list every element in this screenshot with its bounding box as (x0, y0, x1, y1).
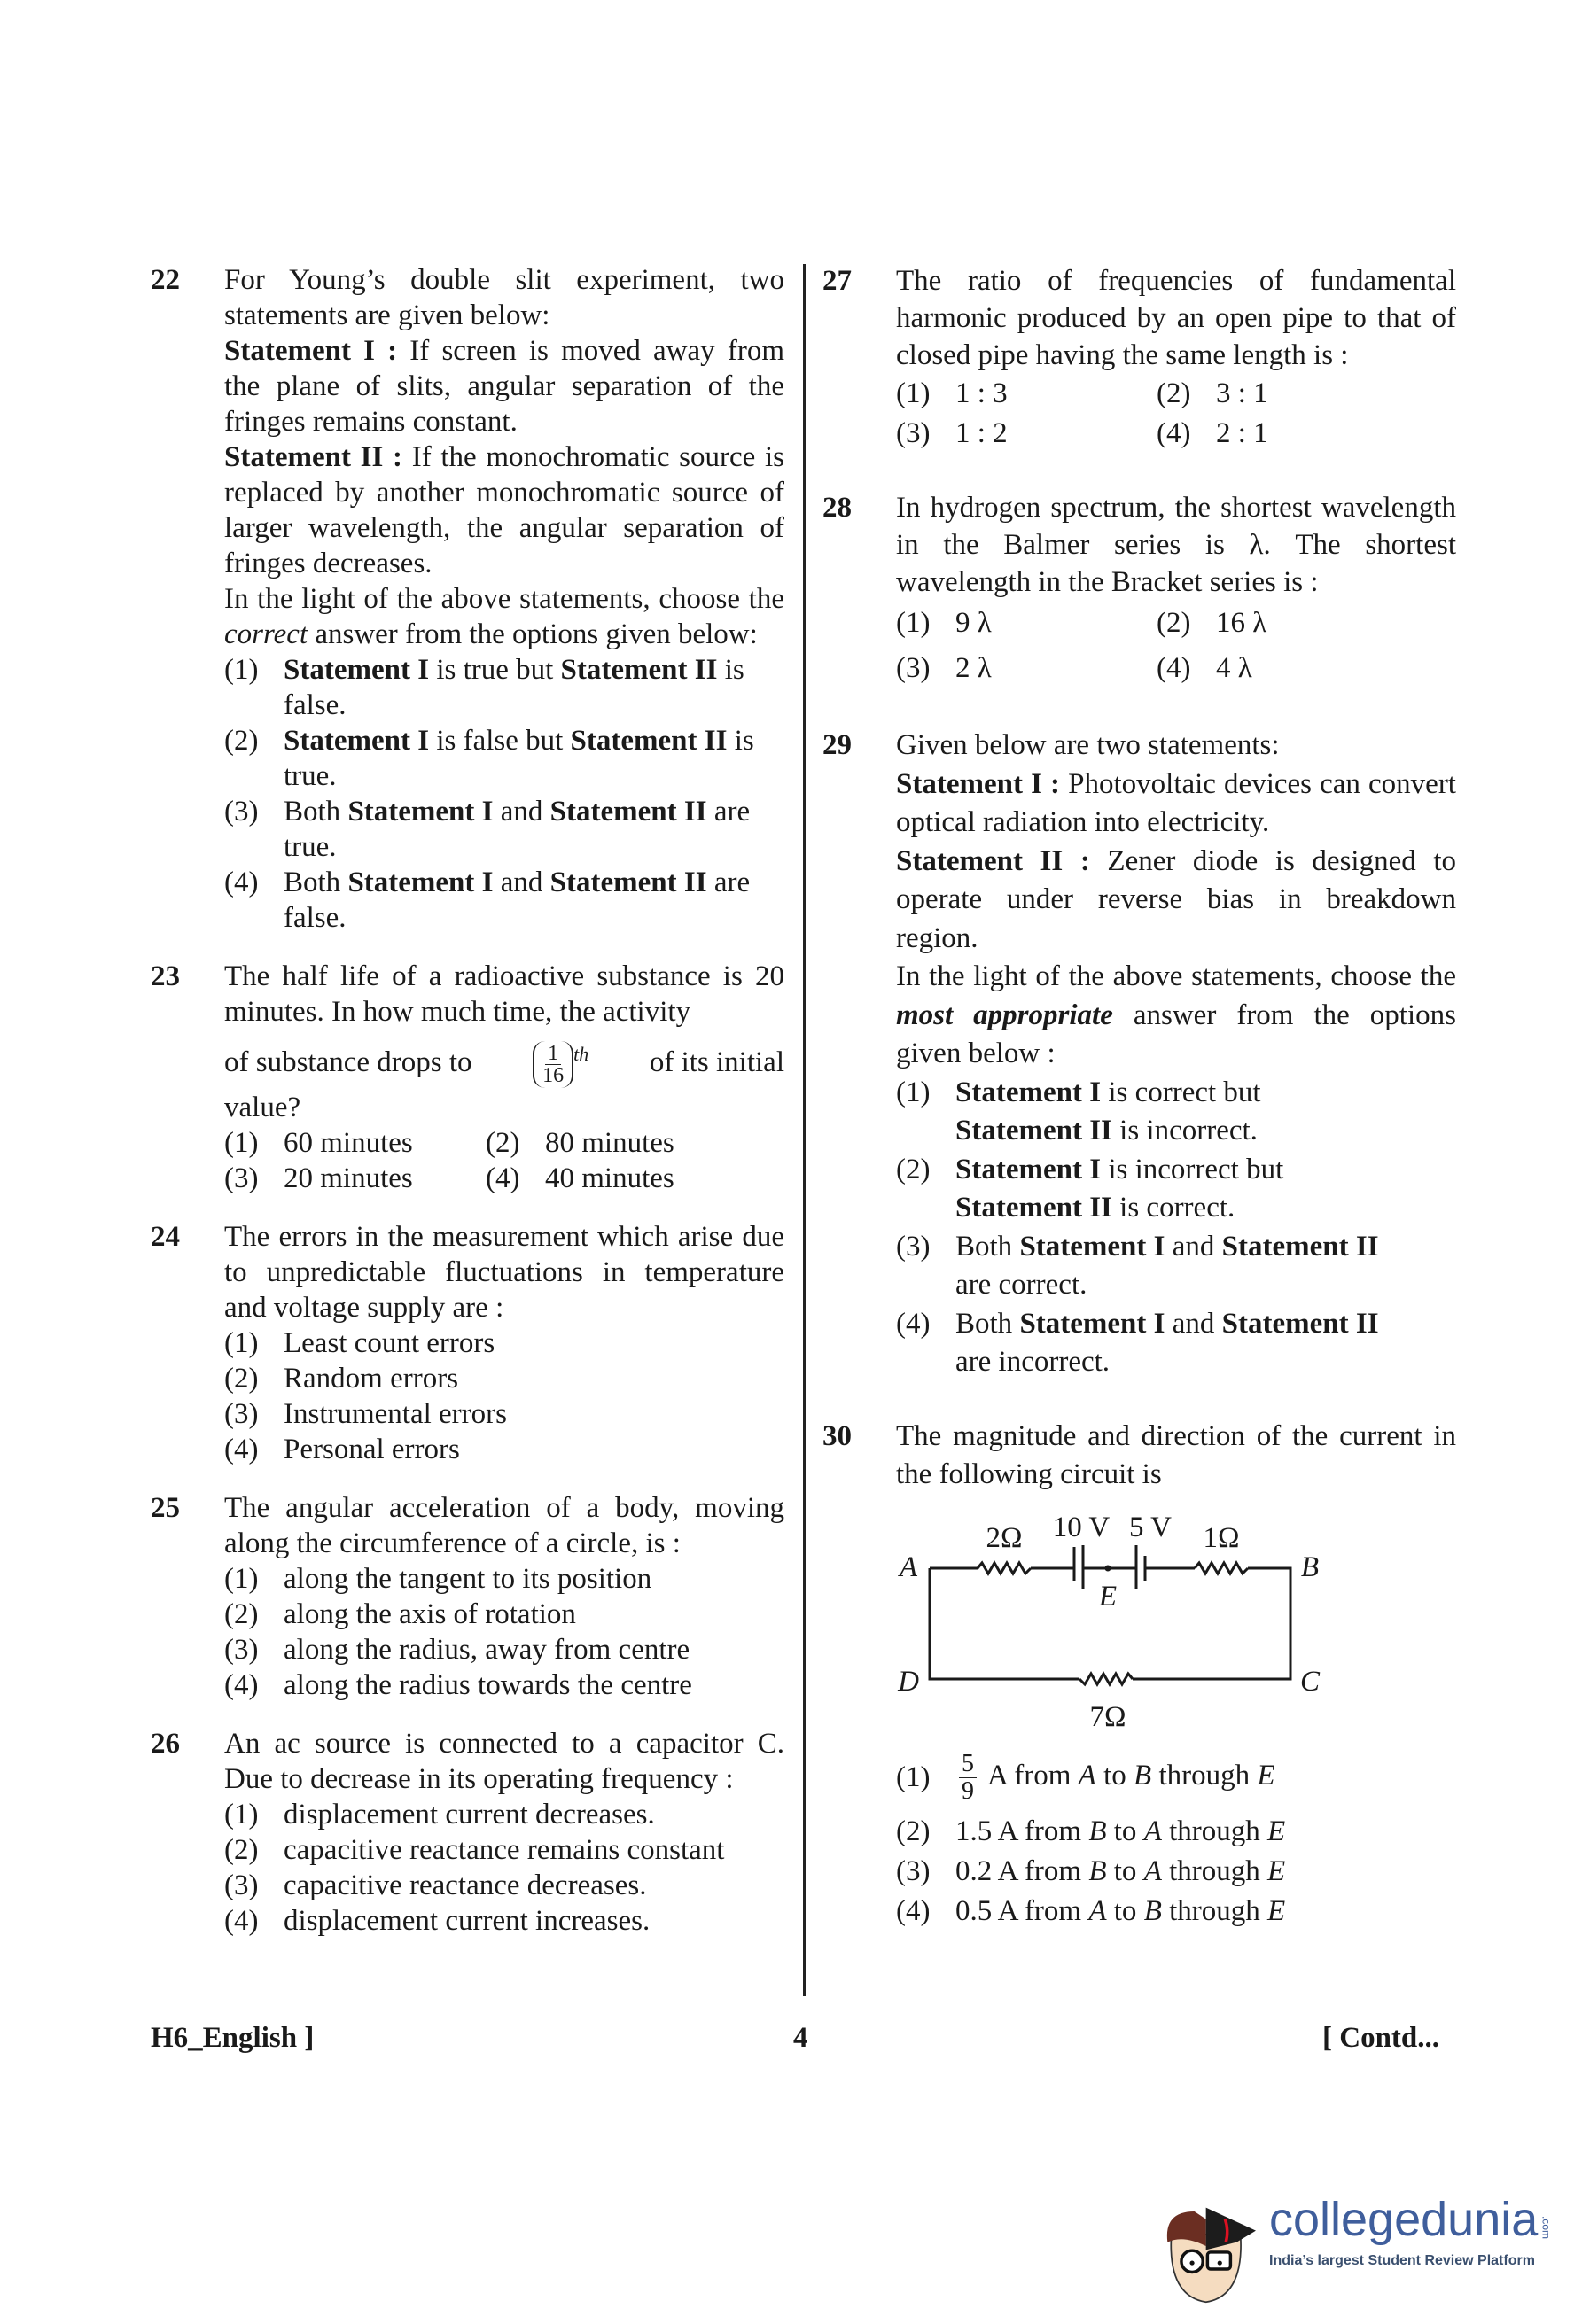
option[interactable] (896, 1305, 1456, 1382)
option-number: (3) (896, 417, 931, 449)
text-segment: through (1161, 1854, 1268, 1887)
question-text: The errors in the measurement which arise due to unpredictable fluctuations in temperature and voltage supply are : (224, 1220, 784, 1324)
option-text: 80 minutes (545, 1126, 674, 1159)
column-divider (803, 264, 806, 1996)
text-segment: 1.5 A from (955, 1815, 1089, 1847)
option-text (284, 652, 784, 723)
text-segment: 0.5 A from (955, 1894, 1089, 1927)
emphasis-text: E (1257, 1759, 1275, 1792)
question-24 (151, 1219, 784, 1467)
option[interactable] (896, 1228, 1456, 1305)
options-row (896, 374, 1456, 414)
mascot-icon (1152, 2180, 1267, 2312)
option-text: 3 : 1 (1216, 377, 1268, 409)
label-e: E (1098, 1580, 1118, 1613)
wire-left (930, 1568, 1079, 1679)
question-number: 28 (822, 492, 852, 524)
option-text (955, 1852, 1456, 1892)
resistor-7-ohm (1079, 1674, 1133, 1684)
option-number: (1) (224, 654, 259, 686)
option-text: 20 minutes (284, 1162, 413, 1194)
fraction-denominator: 16 (542, 1063, 565, 1087)
text-segment: Zener diode is designed to operate under reverse bias in breakdown region. (896, 844, 1456, 954)
option-text: along the radius towards the centre (284, 1668, 692, 1701)
option[interactable] (896, 1074, 1456, 1151)
text-segment: are true. (284, 796, 751, 863)
option-line (955, 1343, 1456, 1382)
option-number: (1) (224, 1562, 259, 1595)
right-column (822, 262, 1456, 1931)
emphasis-text: Statement I (347, 796, 494, 828)
option[interactable] (224, 794, 784, 865)
question-number: 29 (822, 729, 852, 761)
label-a: A (899, 1551, 918, 1583)
options-row (224, 1125, 784, 1161)
emphasis-text: Statement II : (224, 441, 412, 473)
left-column (151, 262, 784, 1939)
text-segment: Photovoltaic devices can convert optical radiation into electricity. (896, 767, 1456, 838)
option-number: (2) (486, 1126, 520, 1159)
option-number: (4) (486, 1162, 520, 1194)
question-number: 25 (151, 1491, 180, 1524)
statement-2 (896, 843, 1456, 959)
text-segment: is false. (284, 654, 744, 721)
option-number: (4) (1157, 652, 1191, 684)
emphasis-text: B (1134, 1759, 1152, 1792)
text-segment: 0.2 A from (955, 1854, 1089, 1887)
text-segment: Both (955, 1230, 1020, 1263)
emphasis-text: Statement II (549, 796, 707, 828)
option-text: along the tangent to its position (284, 1562, 652, 1595)
question-text: The magnitude and direction of the current in the following circuit is (896, 1419, 1456, 1490)
options-row (896, 646, 1456, 691)
text-segment: to (1106, 1815, 1144, 1847)
option-number: (2) (896, 1815, 931, 1847)
option[interactable] (224, 723, 784, 794)
text-segment: to (1095, 1759, 1134, 1792)
option-line (955, 1189, 1456, 1228)
question-text: The half life of a radioactive substance is 20 minutes. In how much time, the activity (224, 960, 784, 1028)
text-segment: In the light of the above statements, choose the (896, 960, 1456, 992)
options-row (224, 1161, 784, 1196)
text-segment: is correct. (1111, 1192, 1235, 1224)
option-number: (4) (224, 1904, 259, 1937)
option-line (955, 1266, 1456, 1305)
option-line (955, 1228, 1456, 1267)
option-text: along the radius, away from centre (284, 1633, 690, 1666)
question-text: value? (224, 1091, 301, 1123)
emphasis-text: Statement I (347, 867, 494, 898)
question-29 (822, 727, 1456, 1382)
text-segment: In the light of the above statements, choose the (224, 583, 784, 615)
text-segment: Both (284, 796, 348, 828)
options (896, 1074, 1456, 1382)
option[interactable] (896, 374, 1157, 414)
option-text (955, 1151, 1456, 1228)
options (224, 1325, 784, 1467)
emphasis-text: most appropriate (896, 999, 1113, 1031)
statement-1 (896, 766, 1456, 843)
question-26 (151, 1726, 784, 1939)
label-r1: 2Ω (986, 1521, 1023, 1554)
option-number: (4) (896, 1894, 931, 1927)
options-row (896, 601, 1456, 646)
text-segment: and (1165, 1230, 1222, 1263)
option-number: (3) (896, 652, 931, 684)
option-number: (1) (896, 377, 931, 409)
emphasis-text: Statement I (955, 1076, 1102, 1108)
option[interactable] (486, 1161, 674, 1196)
option-text: displacement current increases. (284, 1904, 651, 1937)
option[interactable] (896, 601, 1157, 646)
option-number: (1) (896, 1076, 931, 1108)
option-number: (2) (224, 1362, 259, 1395)
text-segment: If screen is moved away from the plane of slits, angular separation of the fringes remains constant. (224, 335, 784, 438)
question-30 (822, 1418, 1456, 1931)
option-number: (4) (224, 867, 259, 898)
text-segment: Both (284, 867, 348, 898)
question-text: Given below are two statements: (896, 729, 1280, 761)
emphasis-text: B (1088, 1815, 1107, 1847)
option-number: (4) (224, 1433, 259, 1465)
question-text: The angular acceleration of a body, moving along the circumference of a circle, is : (224, 1491, 784, 1559)
emphasis-text: correct (224, 618, 308, 650)
wire-right (1133, 1568, 1290, 1679)
text-segment: are false. (284, 867, 751, 934)
option[interactable] (224, 1361, 784, 1396)
superscript: th (573, 1043, 589, 1065)
option[interactable] (896, 1151, 1456, 1228)
option[interactable] (224, 1396, 784, 1432)
text-segment: and (1165, 1307, 1222, 1340)
emphasis-text: Statement I (284, 654, 430, 686)
option-number: (3) (224, 796, 259, 828)
options (896, 1812, 1456, 1931)
logo-tld: .com (1539, 2215, 1553, 2239)
option[interactable] (896, 414, 1157, 454)
option-number: (3) (224, 1869, 259, 1901)
emphasis-text: A (1088, 1894, 1107, 1927)
option-number: (2) (224, 725, 259, 757)
option-text: 9 λ (955, 607, 992, 639)
footer-code: H6_English ] (151, 2022, 315, 2054)
option[interactable] (224, 1125, 486, 1161)
option[interactable] (1157, 374, 1268, 414)
emphasis-text: Statement II (560, 654, 718, 686)
label-r3: 7Ω (1089, 1700, 1126, 1733)
label-v2: 5 V (1129, 1511, 1172, 1543)
statement-2 (224, 439, 784, 581)
option-number: (1) (224, 1798, 259, 1830)
resistor-2-ohm (978, 1563, 1031, 1574)
question-25 (151, 1490, 784, 1703)
text-segment: to (1106, 1894, 1144, 1927)
emphasis-text: Statement I (1019, 1307, 1165, 1340)
statement-1 (224, 333, 784, 439)
text-segment: answer from the options given below: (308, 618, 758, 650)
text-segment: Both (955, 1307, 1020, 1340)
emphasis-text: Statement II (570, 725, 728, 757)
option-text: 16 λ (1216, 607, 1267, 639)
options (224, 1561, 784, 1703)
option-number: (1) (224, 1126, 259, 1159)
emphasis-text: Statement II (549, 867, 707, 898)
options (224, 1797, 784, 1939)
option-text: 40 minutes (545, 1162, 674, 1194)
label-c: C (1299, 1665, 1321, 1698)
option-text: 2 λ (955, 652, 992, 684)
option-text (284, 723, 784, 794)
text-segment: through (1161, 1894, 1268, 1927)
option-text: capacitive reactance decreases. (284, 1869, 647, 1901)
option[interactable] (486, 1125, 674, 1161)
text-segment: answer from the options given below : (896, 999, 1456, 1069)
option[interactable] (224, 1632, 784, 1667)
emphasis-text: Statement II (1221, 1230, 1379, 1263)
option-text (955, 1074, 1456, 1151)
question-number: 22 (151, 264, 180, 296)
option[interactable] (224, 1161, 486, 1196)
option[interactable] (224, 1868, 784, 1903)
option[interactable] (224, 1432, 784, 1467)
emphasis-text: Statement II (955, 1115, 1112, 1146)
option-number: (1) (896, 607, 931, 639)
option-number: (2) (224, 1597, 259, 1630)
text-segment: are correct. (955, 1269, 1087, 1301)
option-number: (2) (1157, 607, 1191, 639)
option-number: (4) (896, 1307, 931, 1340)
option-line (955, 1151, 1456, 1190)
option-text: 1 : 3 (955, 377, 1008, 409)
fraction-numerator: 1 (545, 1043, 561, 1065)
junction-e (1105, 1565, 1111, 1571)
text-segment: is incorrect but (1101, 1153, 1284, 1185)
option-number: (2) (896, 1153, 931, 1185)
label-r2: 1Ω (1203, 1521, 1240, 1554)
emphasis-text: A (1078, 1759, 1096, 1792)
circuit-diagram (876, 1494, 1425, 1751)
question-number: 24 (151, 1220, 180, 1253)
text-segment: is true but (429, 654, 561, 686)
option-line (955, 1305, 1456, 1344)
text-segment: and (493, 867, 550, 898)
question-30-options (896, 1751, 1456, 1931)
option[interactable] (1157, 646, 1252, 691)
emphasis-text: B (1088, 1854, 1107, 1887)
option-text: 2 : 1 (1216, 417, 1268, 449)
resistor-1-ohm (1195, 1563, 1248, 1574)
option-number: (1) (896, 1760, 931, 1793)
label-d: D (898, 1665, 919, 1698)
question-text: of substance drops to (224, 1045, 472, 1078)
label-v1: 10 V (1052, 1511, 1111, 1543)
question-number: 27 (822, 265, 852, 297)
question-text: of its initial (649, 1045, 784, 1078)
option[interactable] (896, 1892, 1456, 1931)
options (224, 652, 784, 936)
question-28 (822, 489, 1456, 691)
question-number: 26 (151, 1727, 180, 1760)
option[interactable] (896, 1751, 1456, 1805)
fraction-denominator: 9 (962, 1776, 974, 1805)
options-row (896, 414, 1456, 454)
option-number: (3) (224, 1633, 259, 1666)
option[interactable] (224, 1325, 784, 1361)
option-number: (4) (224, 1668, 259, 1701)
option[interactable] (224, 1667, 784, 1703)
option-number: (3) (896, 1230, 931, 1263)
label-b: B (1300, 1551, 1320, 1583)
emphasis-text: E (1267, 1854, 1286, 1887)
option[interactable] (224, 1797, 784, 1832)
emphasis-text: A (1143, 1815, 1162, 1847)
option[interactable] (1157, 601, 1266, 646)
option-text: Random errors (284, 1362, 459, 1395)
text-segment: to (1106, 1854, 1144, 1887)
option-text: 1 : 2 (955, 417, 1008, 449)
option[interactable] (224, 865, 784, 936)
text-segment: are incorrect. (955, 1346, 1111, 1378)
question-text: For Young’s double slit experiment, two statements are given below: (224, 264, 784, 331)
text-segment: is true. (284, 725, 754, 792)
option-text (955, 1305, 1456, 1382)
question-number: 23 (151, 960, 180, 992)
option[interactable] (224, 1832, 784, 1868)
option[interactable] (896, 646, 1157, 691)
option[interactable] (224, 1597, 784, 1632)
option[interactable] (896, 1812, 1456, 1852)
option-text: 60 minutes (284, 1126, 413, 1159)
emphasis-text: Statement I (955, 1153, 1102, 1185)
question-prompt (224, 581, 784, 652)
logo-tagline: India’s largest Student Review Platform (1269, 2253, 1535, 2268)
text-segment: is correct but (1101, 1076, 1261, 1108)
logo-brand: collegedunia (1269, 2193, 1539, 2246)
option-text: Instrumental errors (284, 1397, 507, 1430)
emphasis-text: E (1267, 1894, 1286, 1927)
option[interactable] (896, 1852, 1456, 1892)
option-number: (1) (224, 1326, 259, 1359)
option-line (955, 1074, 1456, 1113)
question-27 (822, 262, 1456, 454)
text-segment: and (493, 796, 550, 828)
question-text: An ac source is connected to a capacitor C. Due to decrease in its operating frequency : (224, 1727, 784, 1795)
emphasis-text: A (1143, 1854, 1162, 1887)
question-number: 30 (822, 1419, 852, 1452)
emphasis-text: Statement I : (896, 767, 1069, 800)
emphasis-text: B (1143, 1894, 1162, 1927)
emphasis-text: Statement I : (224, 335, 410, 367)
page-number: 4 (793, 2022, 808, 2054)
emphasis-text: Statement II (1221, 1307, 1379, 1340)
emphasis-text: Statement I (1019, 1230, 1165, 1263)
option-number: (3) (896, 1854, 931, 1887)
option-text (955, 1228, 1456, 1305)
option-text (955, 1812, 1456, 1852)
option-text (284, 794, 784, 865)
question-text: The ratio of frequencies of fundamental harmonic produced by an open pipe to that of closed pipe having the same length is : (896, 265, 1456, 371)
text-segment: A from (987, 1759, 1079, 1792)
option-text: capacitive reactance remains constant (284, 1833, 725, 1866)
footer-contd: [ Contd... (1322, 2022, 1440, 2054)
question-23 (151, 959, 784, 1196)
option-text (284, 865, 784, 936)
text-segment: is false but (429, 725, 571, 757)
option-number: (2) (224, 1833, 259, 1866)
collegedunia-logo (1269, 2193, 1551, 2271)
emphasis-text: Statement II : (896, 844, 1108, 877)
text-segment: through (1151, 1759, 1258, 1792)
option-text: Least count errors (284, 1326, 495, 1359)
option-text: Personal errors (284, 1433, 460, 1465)
option[interactable] (224, 1561, 784, 1597)
option-text (955, 1751, 1456, 1805)
fraction-numerator: 5 (959, 1751, 977, 1778)
emphasis-text: Statement I (284, 725, 430, 757)
fraction-expression (533, 1037, 588, 1088)
option[interactable] (224, 1903, 784, 1939)
option-text (955, 1892, 1456, 1931)
option[interactable] (1157, 414, 1268, 454)
option-line (955, 1112, 1456, 1151)
option-number: (4) (1157, 417, 1191, 449)
text-segment: through (1161, 1815, 1268, 1847)
question-prompt (896, 958, 1456, 1074)
option-number: (2) (1157, 377, 1191, 409)
emphasis-text: E (1267, 1815, 1286, 1847)
text-segment: is incorrect. (1111, 1115, 1258, 1146)
fraction (959, 1751, 977, 1805)
option-number: (3) (224, 1397, 259, 1430)
option-text: 4 λ (1216, 652, 1252, 684)
question-text: In hydrogen spectrum, the shortest wavelength in the Balmer series is λ. The shortest wavelength in the Bracket series is : (896, 492, 1456, 598)
emphasis-text: Statement II (955, 1192, 1112, 1224)
logo-brand-row (1269, 2193, 1551, 2246)
option-text: displacement current decreases. (284, 1798, 655, 1830)
option-number: (3) (224, 1162, 259, 1194)
option[interactable] (224, 652, 784, 723)
text-segment: If the monochromatic source is replaced by another monochromatic source of larger wavelength, the angular separation of fringes decreases. (224, 441, 784, 579)
option-text: along the axis of rotation (284, 1597, 576, 1630)
question-22 (151, 262, 784, 936)
